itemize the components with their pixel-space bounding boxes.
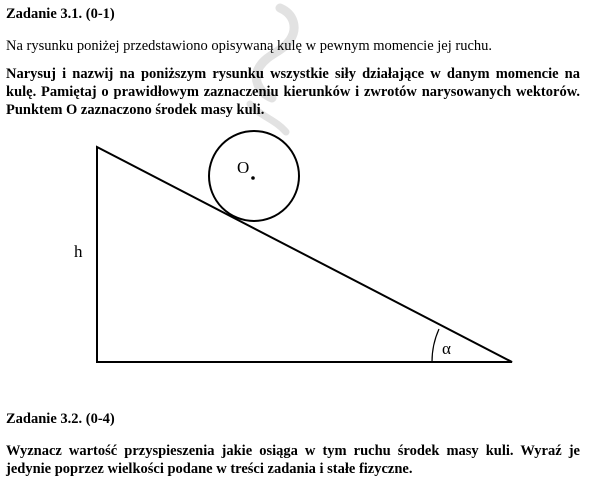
height-label: h [74,242,83,261]
angle-label: α [442,339,451,358]
task-3-1-title: Zadanie 3.1. (0-1) [6,6,115,22]
task-3-2-text: Wyznacz wartość przyspieszenia jakie osiąga w tym ruchu środek masy kuli. Wyraź je jedynie poprzez wielkości podane w treści zadania i stałe fizyczne. [6,443,580,477]
angle-arc [432,329,439,362]
center-of-mass-point [251,176,255,180]
inclined-plane-figure [0,130,590,370]
center-label: O [237,158,250,177]
task-3-1-instruction: Narysuj i nazwij na poniższym rysunku wszystkie siły działające w danym momencie na kulę. Pamiętaj o prawidłowym zaznaczeniu kierunków i zwrotów narysowanych wektorów. Punktem O zaznaczono środek masy kuli. [6,66,580,118]
task-3-1-intro: Na rysunku poniżej przedstawiono opisywaną kulę w pewnym momencie jej ruchu. [6,38,493,54]
task-3-2-title: Zadanie 3.2. (0-4) [6,411,115,427]
inclined-plane-triangle [97,147,512,362]
ball-circle [209,131,299,221]
